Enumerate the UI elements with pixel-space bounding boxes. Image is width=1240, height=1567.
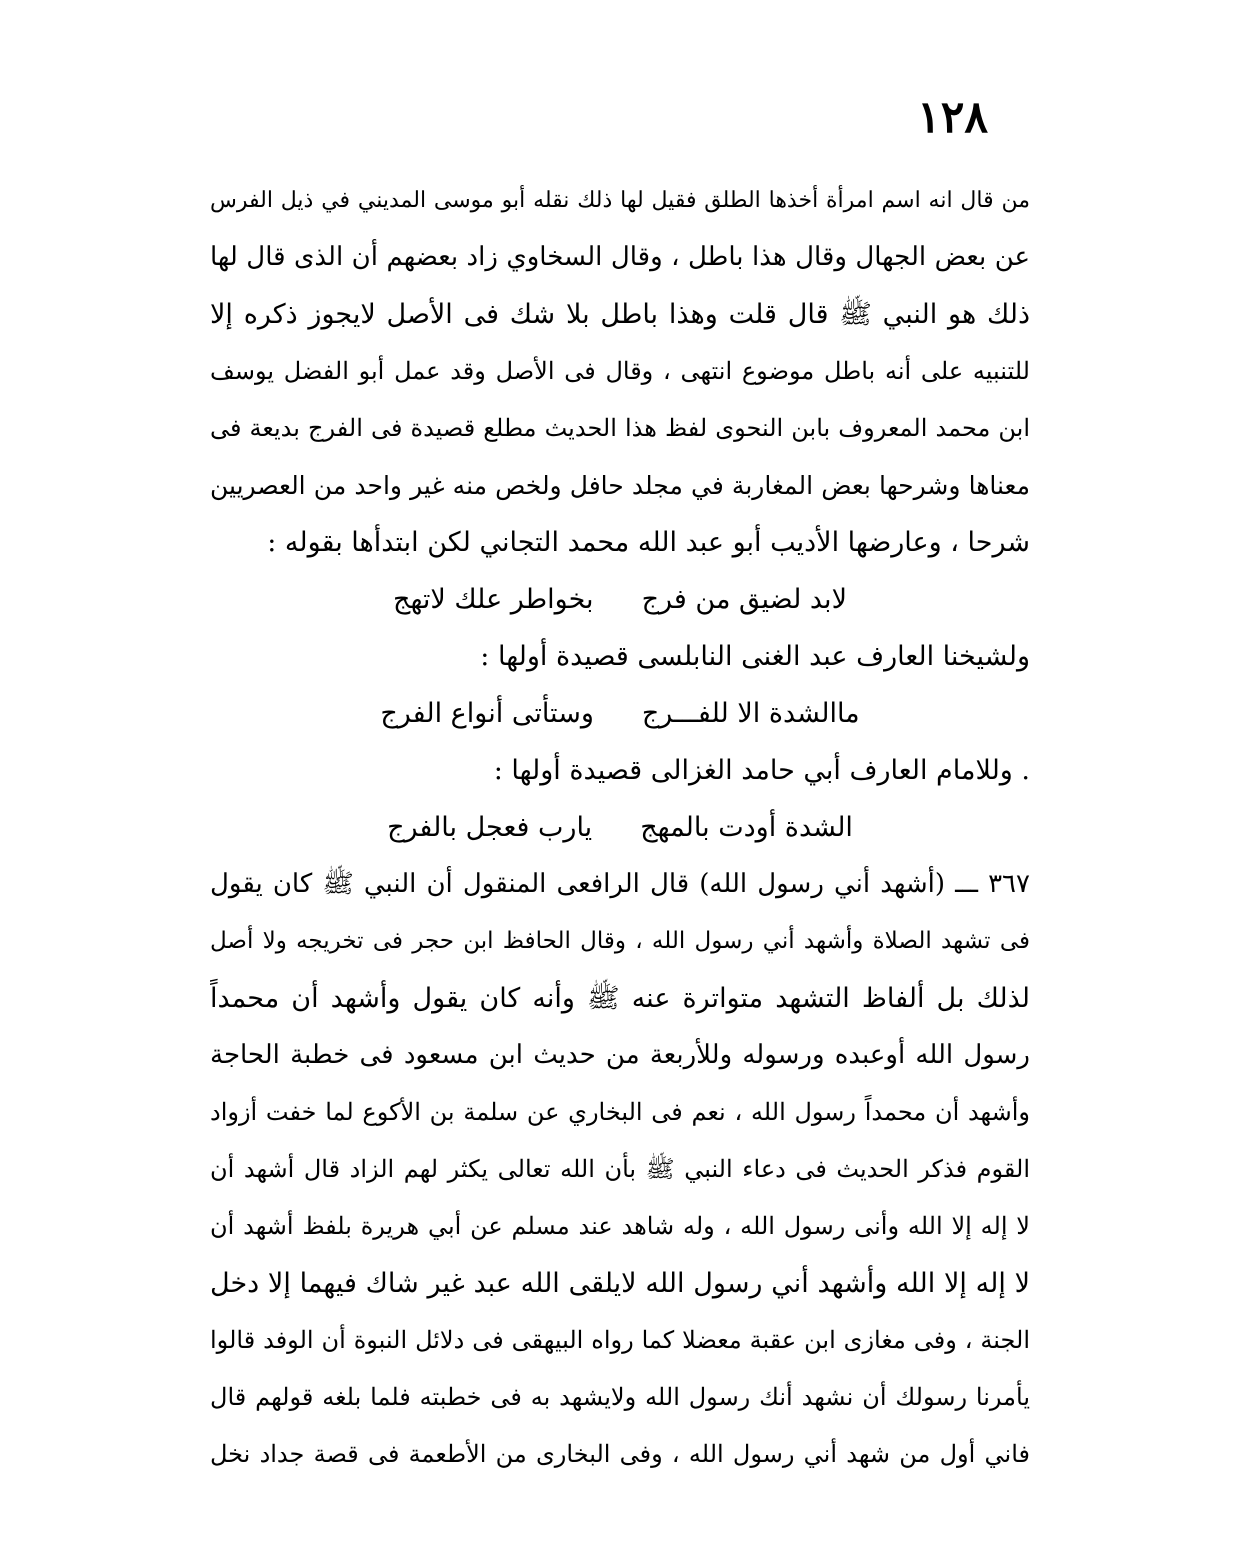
text-line: القوم فذكر الحديث فى دعاء النبي ﷺ بأن الله تعالى يكثر لهم الزاد قال أشهد أن	[210, 1155, 1030, 1183]
text-line: يأمرنا رسولك أن نشهد أنك رسول الله ولايشهد به فى خطبته فلما بلغه قولهم قال	[210, 1383, 1030, 1411]
verse-first-hemistich: الشدة أودت بالمهج	[640, 812, 853, 843]
text-line: من قال انه اسم امرأة أخذها الطلق فقيل لها ذلك نقله أبو موسى المديني في ذيل الفرس	[210, 188, 1030, 213]
text-line: معناها وشرحها بعض المغاربة في مجلد حافل ولخص منه غير واحد من العصريين	[210, 471, 1030, 500]
text-line: لا إله إلا الله وأنى رسول الله ، وله شاهد عند مسلم عن أبي هريرة بلفظ أشهد أن	[210, 1212, 1030, 1240]
text-line: . وللامام العارف أبي حامد الغزالى قصيدة أولها :	[493, 755, 1030, 786]
text-line: للتنبيه على أنه باطل موضوع انتهى ، وقال فى الأصل وقد عمل أبو الفضل يوسف	[210, 357, 1030, 385]
verse-second-hemistich: يارب فعجل بالفرج	[387, 812, 593, 843]
page-number: ١٢٨	[917, 92, 988, 143]
verse-first-hemistich: لابد لضيق من فرج	[641, 584, 847, 615]
text-line: ذلك هو النبي ﷺ قال قلت وهذا باطل بلا شك فى الأصل لايجوز ذكره إلا	[210, 299, 1030, 330]
poem-verse	[210, 799, 1030, 856]
text-line: ولشيخنا العارف عبد الغنى النابلسى قصيدة أولها :	[480, 641, 1030, 672]
text-line: الجنة ، وفى مغازى ابن عقبة معضلا كما رواه البيهقى فى دلائل النبوة أن الوفد قالوا	[210, 1326, 1030, 1354]
text-line: وأشهد أن محمداً رسول الله ، نعم فى البخاري عن سلمة بن الأكوع لما خفت أزواد	[210, 1098, 1030, 1126]
poem-verse	[210, 685, 1030, 742]
body-text	[210, 172, 1030, 1483]
text-line: لذلك بل ألفاظ التشهد متواترة عنه ﷺ وأنه كان يقول وأشهد أن محمداً	[210, 983, 1030, 1014]
text-line: رسول الله أوعبده ورسوله وللأربعة من حديث ابن مسعود فى خطبة الحاجة	[210, 1040, 1030, 1070]
poem-verse	[210, 571, 1030, 628]
text-line: ٣٦٧ ـــ (أشهد أني رسول الله) قال الرافعى المنقول أن النبي ﷺ كان يقول	[210, 869, 1030, 899]
text-line: لا إله إلا الله وأشهد أني رسول الله لايلقى الله عبد غير شاك فيهما إلا دخل	[210, 1268, 1030, 1299]
verse-second-hemistich: بخواطر علك لاتهج	[393, 584, 594, 615]
text-line: فاني أول من شهد أني رسول الله ، وفى البخارى من الأطعمة فى قصة جداد نخل	[210, 1440, 1030, 1468]
text-line: فى تشهد الصلاة وأشهد أني رسول الله ، وقال الحافظ ابن حجر فى تخريجه ولا أصل	[210, 928, 1030, 954]
verse-first-hemistich: ماالشدة الا للفـــرج	[641, 698, 860, 729]
text-line: عن بعض الجهال وقال هذا باطل ، وقال السخاوي زاد بعضهم أن الذى قال لها	[210, 242, 1030, 272]
text-line: ابن محمد المعروف بابن النحوى لفظ هذا الحديث مطلع قصيدة فى الفرج بديعة فى	[210, 414, 1030, 442]
verse-second-hemistich: وستأتى أنواع الفرج	[380, 698, 594, 729]
text-line: شرحا ، وعارضها الأديب أبو عبد الله محمد التجاني لكن ابتدأها بقوله :	[267, 527, 1030, 558]
